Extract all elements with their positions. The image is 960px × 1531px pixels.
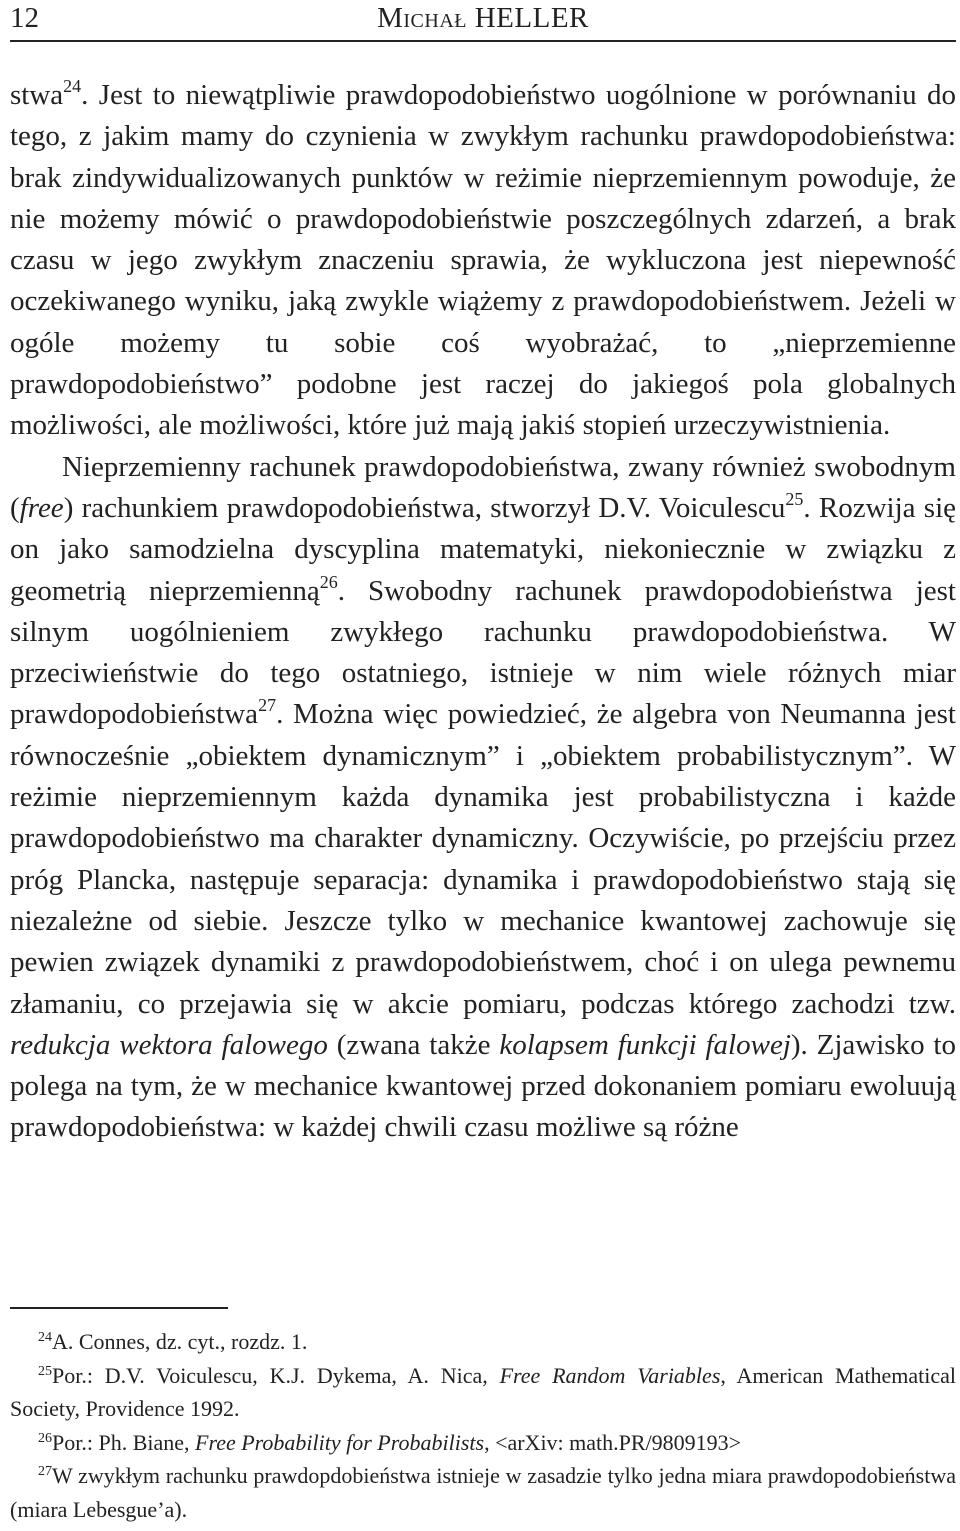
footnote-ref: 25 [785, 488, 804, 509]
footnote-number: 26 [38, 1430, 52, 1446]
page-number: 12 [10, 2, 39, 34]
text-run: . Swobodny rachunek prawdopodobieństwa jest silnym uogólnieniem zwykłego rachunku prawdopodobieństwa. W przeciwieństwie do tego ostatniego, istnieje w nim wiele różnych miar prawdopodobieństwa [10, 574, 956, 731]
italic-text: free [19, 491, 64, 524]
footnote-ref: 24 [63, 76, 82, 96]
footnote [10, 1459, 956, 1526]
footnote [10, 1426, 956, 1460]
footnote-number: 27 [38, 1464, 52, 1479]
text-run: W zwykłym rachunku prawdopdobieństwa istnieje w zasadzie tylko jedna miara prawdopodobieństwa (miara Lebesgue’a). [10, 1463, 956, 1522]
text-run: (zwana także [327, 1028, 500, 1061]
text-run: . Można więc powiedzieć, że algebra von Neumanna jest równocześnie „obiektem dynamicznym” i „obiektem probabilistycznym”. W reżimie nieprzemiennym każda dynamika jest probabilistyczna i każde prawdopodobieństwo ma charakter dynamiczny. Oczywiście, po przejściu przez próg Plancka, następuje separacja: dynamika i prawdopodobieństwo stają się niezależne od siebie. Jeszcze tylko w mechanice kwantowej zachowuje się pewien związek dynamiki z prawdopodobieństwem, choć i on ulega pewnemu złamaniu, co przejawia się w akcie pomiaru, podczas którego zachodzi tzw. [10, 698, 956, 1020]
footnote-number: 24 [38, 1330, 52, 1345]
footnote-ref: 27 [258, 695, 277, 716]
footnote [10, 1325, 956, 1359]
italic-text: Free Random Variables [499, 1362, 721, 1388]
text-run: A. Connes, dz. cyt., rozdz. 1. [52, 1329, 308, 1354]
main-text [10, 75, 956, 1149]
paragraph [10, 75, 956, 447]
italic-text: redukcja wektora falowego [10, 1028, 328, 1061]
running-title: Michał HELLER [377, 2, 589, 34]
text-run: stwa [10, 79, 64, 111]
footnote-rule [10, 1307, 228, 1309]
page-header [10, 2, 956, 36]
text-run: Por.: D.V. Voiculescu, K.J. Dykema, A. Nica, [52, 1362, 500, 1388]
text-run: ). Zjawisko to polega na tym, że w mechanice kwantowej przed dokonaniem pomiaru ewoluują prawdopodobieństwa: w każdej chwili czasu możliwe są różne [10, 1028, 956, 1144]
paragraph [10, 447, 956, 1149]
footnote-number: 25 [38, 1363, 52, 1379]
text-run: . Jest to niewątpliwie prawdopodobieństwo uogólnione w porównaniu do tego, z jakim mamy do czynienia w zwykłym rachunku prawdopodobieństwa: brak zindywidualizowanych punktów w reżimie nieprzemiennym powoduje, że nie możemy mówić o prawdopodobieństwie poszczególnych zdarzeń, a brak czasu w jego zwykłym znaczeniu sprawia, że wykluczona jest niepewność oczekiwanego wyniku, jaką zwykle wiążemy z prawdopodobieństwem. Jeżeli w ogóle możemy tu sobie coś wyobrażać, to „nieprzemienne prawdopodobieństwo” podobne jest raczej do jakiegoś pola globalnych możliwości, ale możliwości, które już mają jakiś stopień urzeczywistnienia. [10, 79, 956, 442]
text-run: Por.: Ph. Biane, [52, 1429, 196, 1455]
text-run: . Rozwija się on jako samodzielna dyscyplina matematyki, niekoniecznie w związku z geometrią nieprzemienną [10, 491, 956, 607]
text-run: , <arXiv: math.PR/9809193> [484, 1429, 742, 1455]
header-rule [10, 40, 956, 42]
text-run: , American Mathematical Society, Providence 1992. [10, 1362, 956, 1421]
footnote-ref: 26 [319, 571, 338, 592]
footnotes [10, 1325, 956, 1526]
text-run: Nieprzemienny rachunek prawdopodobieństwa, zwany również swobodnym ( [10, 450, 956, 524]
footnote [10, 1359, 956, 1426]
page [10, 0, 956, 1531]
italic-text: kolapsem funkcji falowej [499, 1028, 791, 1061]
text-run: ) rachunkiem prawdopodobieństwa, stworzył D.V. Voiculescu [63, 491, 786, 524]
italic-text: Free Probability for Probabilists [195, 1429, 485, 1455]
